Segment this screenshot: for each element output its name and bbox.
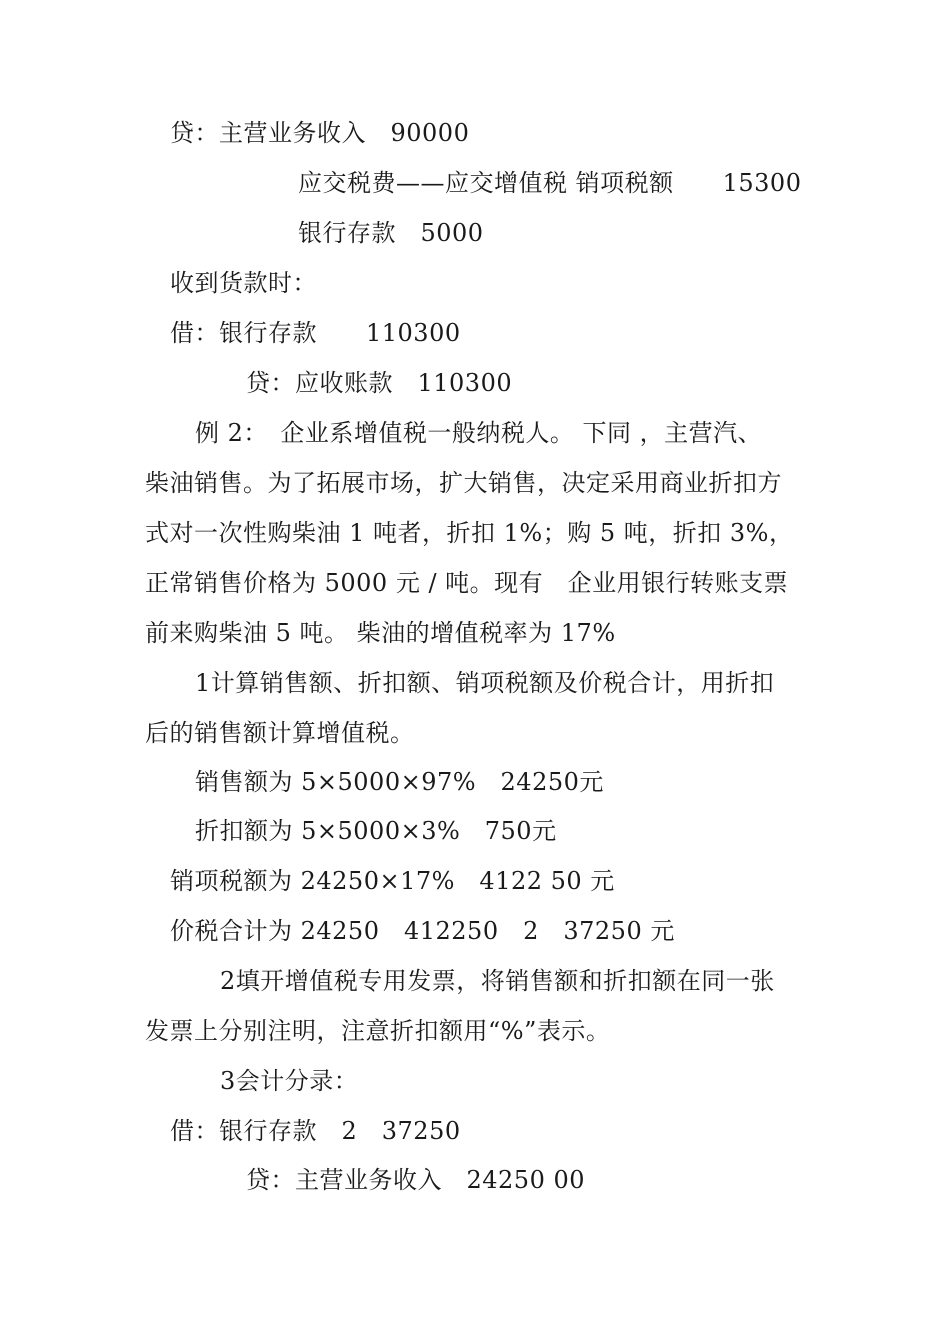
text-line: 销售额为 5×5000×97% 24250元 <box>195 768 604 796</box>
text-line: 后的销售额计算增值税。 <box>145 719 415 747</box>
text-line: 贷：应收账款 110300 <box>246 369 513 397</box>
text-line: 式对一次性购柴油 1 吨者，折扣 1%；购 5 吨，折扣 3%， <box>145 519 794 547</box>
text-line: 正常销售价格为 5000 元 / 吨。现有 企业用银行转账支票 <box>145 569 789 597</box>
text-line: 收到货款时： <box>170 269 317 297</box>
text-line: 贷：主营业务收入 24250 00 <box>246 1166 586 1194</box>
text-line: 折扣额为 5×5000×3% 750元 <box>195 817 557 845</box>
text-line: 借：银行存款 2 37250 <box>170 1117 461 1145</box>
text-line: 应交税费——应交增值税 销项税额 15300 <box>298 169 802 197</box>
text-line: 柴油销售。为了拓展市场，扩大销售，决定采用商业折扣方 <box>145 469 782 497</box>
text-line: 3会计分录： <box>220 1067 359 1095</box>
text-line: 2填开增值税专用发票，将销售额和折扣额在同一张 <box>220 967 775 995</box>
text-line: 银行存款 5000 <box>298 219 484 247</box>
text-line: 1计算销售额、折扣额、销项税额及价税合计，用折扣 <box>195 669 775 697</box>
text-line: 前来购柴油 5 吨。 柴油的增值税率为 17% <box>145 619 616 647</box>
text-line: 价税合计为 24250 412250 2 37250 元 <box>170 917 675 945</box>
text-line: 贷：主营业务收入 90000 <box>170 119 470 147</box>
text-line: 借：银行存款 110300 <box>170 319 461 347</box>
text-line: 例 2： 企业系增值税一般纳税人。 下同 ，主营汽、 <box>195 419 763 447</box>
text-line: 销项税额为 24250×17% 4122 50 元 <box>170 867 615 895</box>
text-line: 发票上分别注明，注意折扣额用“%”表示。 <box>145 1017 611 1045</box>
